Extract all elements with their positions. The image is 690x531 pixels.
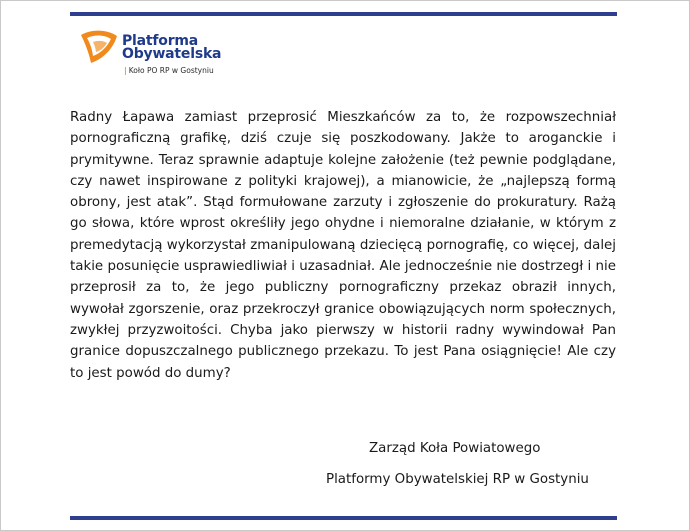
logo-name-line2: Obywatelska <box>122 46 222 62</box>
top-rule <box>70 12 617 16</box>
logo-name-line1: Platforma <box>122 33 199 49</box>
logo-subtitle <box>124 66 214 75</box>
signature-line-2: Platformy Obywatelskiej RP w Gostyniu <box>326 472 589 487</box>
platforma-obywatelska-logo <box>77 27 237 79</box>
logo-subtitle-text: Koło PO RP w Gostyniu <box>128 66 214 75</box>
logo-wordmark <box>122 35 221 61</box>
letter-body: Radny Łapawa zamiast przeprosić Mieszkańców za to, że rozpowszechniał pornograficzną grafikę, dziś czuje się poszkodowany. Jakże to aroganckie i prymitywne. Teraz sprawnie adaptuje kolejne założenie (też pewnie podglądane, czy nawet inspirowane z polityki krajowej), a mianowicie, że „najlepszą formą obrony, jest atak”. Stąd formułowane zarzuty i zgłoszenie do prokuratury. Rażą go słowa, które wprost określiły jego ohydne i niemoralne działanie, w którym z premedytacją wykorzystał zmanipulowaną dziecięcą pornografię, co więcej, dalej takie posunięcie usprawiedliwiał i uzasadniał. Ale jednocześnie nie dostrzegł i nie przeprosił za to, że jego publiczny pornograficzny przekaz obraził innych, wywołał zgorszenie, oraz przekroczył granice obowiązujących norm społecznych, zwykłej przyzwoitości. Chyba jako pierwszy w historii radny wywindował Pan granice dopuszczalnego publicznego przekazu. To jest Pana osiągnięcie! Ale czy to jest powód do dumy? <box>70 110 616 381</box>
party-emblem-icon <box>77 27 121 67</box>
subtitle-bar-icon: | <box>124 66 127 75</box>
bottom-rule <box>70 516 617 520</box>
signature-line-1: Zarząd Koła Powiatowego <box>369 441 541 456</box>
